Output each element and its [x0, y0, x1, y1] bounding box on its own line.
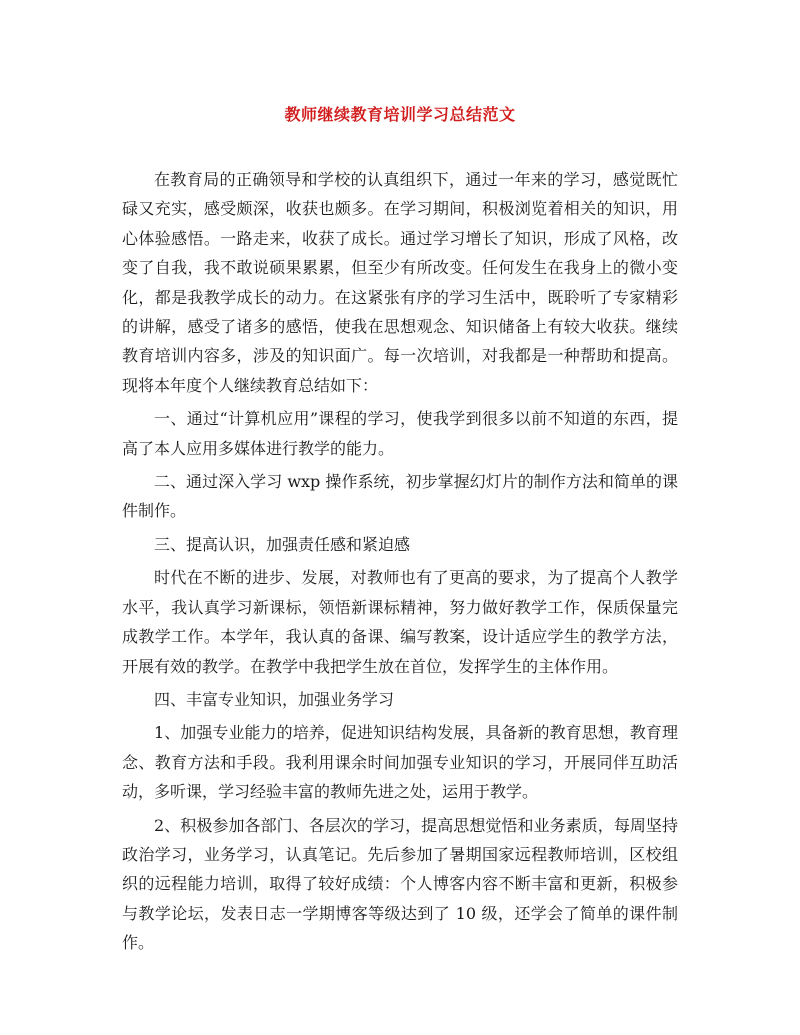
document-body [122, 165, 678, 962]
document-title: 教师继续教育培训学习总结范文 [284, 105, 516, 124]
paragraph-point-1: 一、通过“计算机应用”课程的学习，使我学到很多以前不知道的东西，提高了本人应用多媒体进行教学的能力。 [122, 409, 678, 458]
paragraph-section-3: 时代在不断的进步、发展，对教师也有了更高的要求，为了提高个人教学水平，我认真学习新课标，领悟新课标精神，努力做好教学工作，保质保量完成教学工作。本学年，我认真的备课、编写教案，设计适应学生的教学方法，开展有效的教学。在教学中我把学生放在首位，发挥学生的主体作用。 [122, 568, 678, 676]
paragraph-item-2: 2、积极参加各部门、各层次的学习，提高思想觉悟和业务素质，每周坚持政治学习，业务学习，认真笔记。先后参加了暑期国家远程教师培训，区校组织的远程能力培训，取得了较好成绩：个人博客内容不断丰富和更新，积极参与教学论坛，发表日志一学期博客等级达到了 10 级，还学会了简单的课件制作。 [122, 815, 678, 953]
paragraph-intro: 在教育局的正确领导和学校的认真组织下，通过一年来的学习，感觉既忙碌又充实，感受颇深，收获也颇多。在学习期间，积极浏览着相关的知识，用心体验感悟。一路走来，收获了成长。通过学习增长了知识，形成了风格，改变了自我，我不敢说硕果累累，但至少有所改变。任何发生在我身上的微小变化，都是我教学成长的动力。在这紧张有序的学习生活中，既聆听了专家精彩的讲解，感受了诸多的感悟，使我在思想观念、知识储备上有较大收获。继续教育培训内容多，涉及的知识面广。每一次培训，对我都是一种帮助和提高。现将本年度个人继续教育总结如下： [122, 170, 678, 395]
paragraph-item-1: 1、加强专业能力的培养，促进知识结构发展，具备新的教育思想，教育理念、教育方法和手段。我利用课余时间加强专业知识的学习，开展同伴互助活动，多听课，学习经验丰富的教师先进之处，运用于教学。 [122, 723, 678, 802]
paragraph-point-2: 二、通过深入学习 wxp 操作系统，初步掌握幻灯片的制作方法和简单的课件制作。 [122, 472, 678, 521]
section-heading-4: 四、丰富专业知识，加强业务学习 [154, 689, 395, 709]
section-heading-3: 三、提高认识，加强责任感和紧迫感 [154, 534, 411, 554]
